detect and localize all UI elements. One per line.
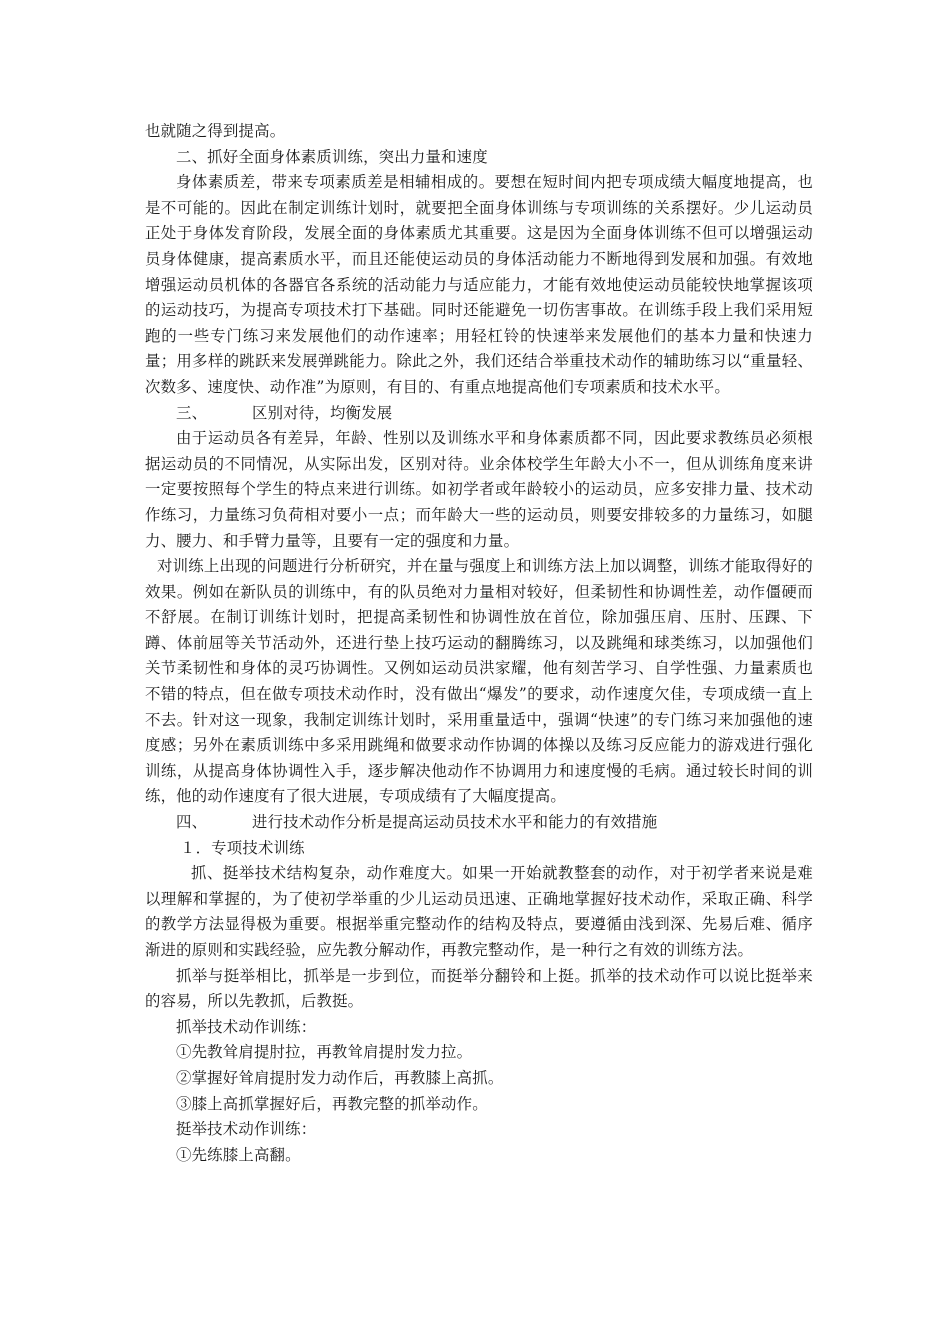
document-page	[145, 119, 813, 1168]
paragraph-training-analysis: 对训练上出现的问题进行分析研究，并在量与强度上和训练方法上加以调整，训练才能取得好的效果。例如在新队员的训练中，有的队员绝对力量相对较好，但柔韧性和协调性差，动作僵硬而不舒展。在制订训练计划时，把提高柔韧性和协调性放在首位，除加强压肩、压肘、压踝、下蹲、体前屈等关节活动外，还进行垫上技巧运动的翻腾练习，以及跳绳和球类练习，以加强他们关节柔韧性和身体的灵巧协调性。又例如运动员洪家耀，他有刻苦学习、自学性强、力量素质也不错的特点，但在做专项技术动作时，没有做出“爆发”的要求，动作速度欠佳，专项成绩一直上不去。针对这一现象，我制定训练计划时，采用重量适中，强调“快速”的专门练习来加强他的速度感；另外在素质训练中多采用跳绳和做要求动作协调的体操以及练习反应能力的游戏进行强化训练，从提高身体协调性入手，逐步解决他动作不协调用力和速度慢的毛病。通过较长时间的训练，他的动作速度有了很大进展，专项成绩有了大幅度提高。	[145, 557, 813, 806]
section-heading-4	[145, 810, 813, 836]
section-heading-2: 二、抓好全面身体素质训练，突出力量和速度	[176, 147, 488, 166]
subsection-heading-1: １．专项技术训练	[180, 838, 305, 857]
section-title-3: 区别对待，均衡发展	[252, 403, 393, 422]
clean-jerk-step-1: ①先练膝上高翻。	[176, 1145, 301, 1164]
section-heading-3	[145, 401, 813, 427]
section-number-4: 四、	[176, 813, 208, 832]
snatch-step-3: ③膝上高抓掌握好后，再教完整的抓举动作。	[176, 1094, 488, 1113]
section-title-4: 进行技术动作分析是提高运动员技术水平和能力的有效措施	[252, 813, 658, 832]
paragraph-snatch-vs-jerk: 抓举与挺举相比，抓举是一步到位，而挺举分翻铃和上挺。抓举的技术动作可以说比挺举来的容易，所以先教抓，后教挺。	[145, 966, 813, 1011]
section-number-3: 三、	[176, 403, 208, 422]
paragraph-individual-differences: 由于运动员各有差异，年龄、性别以及训练水平和身体素质都不同，因此要求教练员必须根据运动员的不同情况，从实际出发，区别对待。业余体校学生年龄大小不一，但从训练角度来讲一定要按照每个学生的特点来进行训练。如初学者或年龄较小的运动员，应多安排力量、技术动作练习，力量练习负荷相对要小一点；而年龄大一些的运动员，则要安排较多的力量练习，如腿力、腰力、和手臂力量等，且要有一定的强度和力量。	[145, 429, 813, 550]
paragraph-physical-quality: 身体素质差，带来专项素质差是相辅相成的。要想在短时间内把专项成绩大幅度地提高，也是不可能的。因此在制定训练计划时，就要把全面身体训练与专项训练的关系摆好。少儿运动员正处于身体发育阶段，发展全面的身体素质尤其重要。这是因为全面身体训练不但可以增强运动员身体健康，提高素质水平，而且还能使运动员的身体活动能力不断地得到发展和加强。有效地增强运动员机体的各器官各系统的活动能力与适应能力，才能有效地使运动员能较快地掌握该项的运动技巧，为提高专项技术打下基础。同时还能避免一切伤害事故。在训练手段上我们采用短跑的一些专门练习来发展他们的动作速率；用轻杠铃的快速举来发展他们的基本力量和快速力量；用多样的跳跃来发展弹跳能力。除此之外，我们还结合举重技术动作的辅助练习以“重量轻、次数多、速度快、动作准”为原则，有目的、有重点地提高他们专项素质和技术水平。	[145, 173, 813, 396]
paragraph-continued: 也就随之得到提高。	[145, 122, 286, 140]
clean-jerk-training-title: 挺举技术动作训练：	[176, 1120, 317, 1139]
snatch-training-title: 抓举技术动作训练：	[176, 1017, 317, 1036]
snatch-step-1: ①先教耸肩提肘拉，再教耸肩提肘发力拉。	[176, 1043, 473, 1062]
snatch-step-2: ②掌握好耸肩提肘发力动作后，再教膝上高抓。	[176, 1068, 504, 1087]
paragraph-technique-complexity: 抓、挺举技术结构复杂，动作难度大。如果一开始就教整套的动作，对于初学者来说是难以理解和掌握的，为了使初学举重的少儿运动员迅速、正确地掌握好技术动作，采取正确、科学的教学方法显得极为重要。根据举重完整动作的结构及特点，要遵循由浅到深、先易后难、循序渐进的原则和实践经验，应先教分解动作，再教完整动作，是一种行之有效的训练方法。	[145, 864, 813, 959]
